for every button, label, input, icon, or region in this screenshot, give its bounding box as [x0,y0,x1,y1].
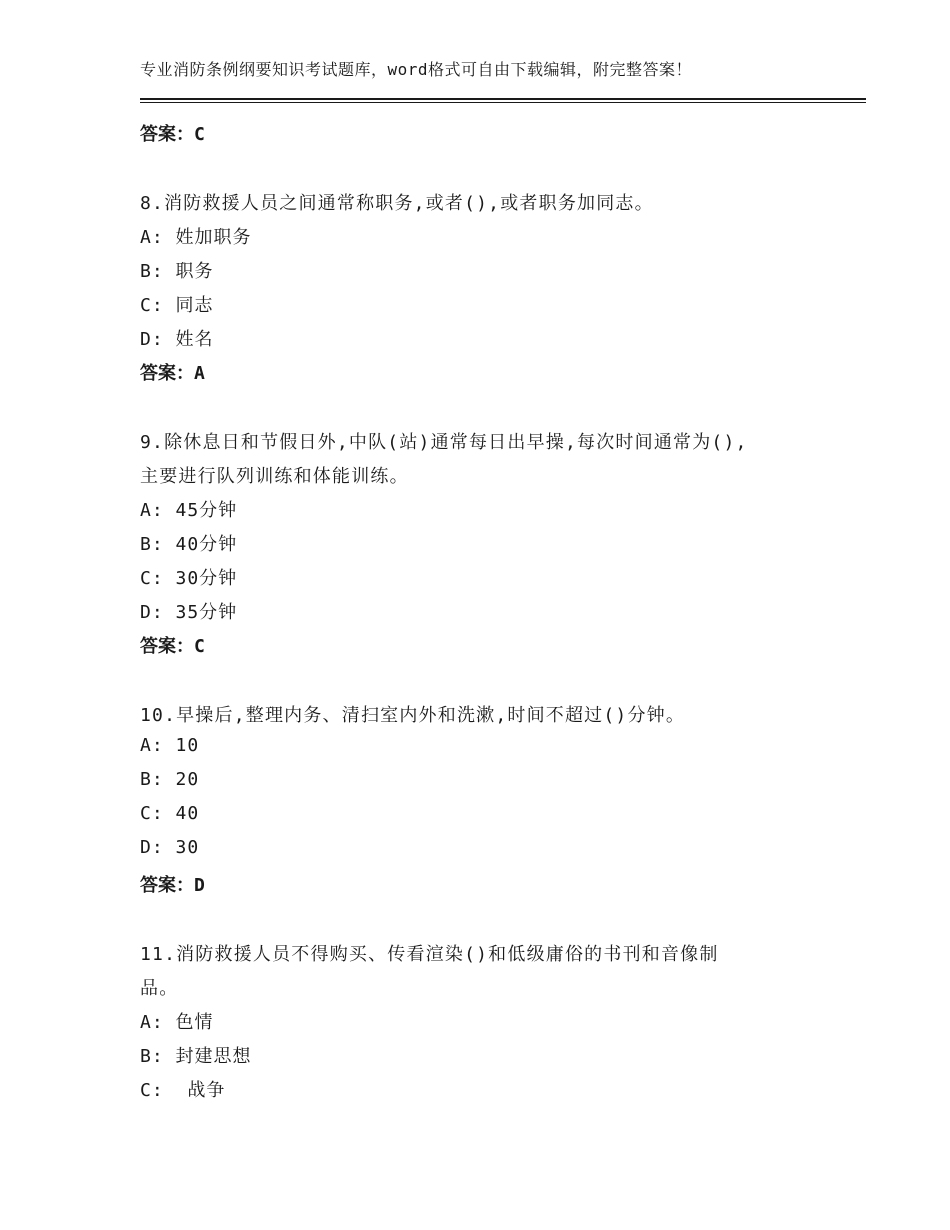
option-c: C: 30分钟 [140,568,238,589]
option-b: B: 职务 [140,261,214,282]
question-text: 11.消防救援人员不得购买、传看渲染()和低级庸俗的书刊和音像制 [140,944,719,965]
option-d: D: 姓名 [140,329,214,350]
page-header: 专业消防条例纲要知识考试题库，word格式可自由下载编辑，附完整答案！ [140,60,693,79]
option-a: A: 45分钟 [140,500,238,521]
option-a: A: 姓加职务 [140,227,252,248]
option-d: D: 30 [140,837,200,858]
option-d: D: 35分钟 [140,602,238,623]
option-c: C: 同志 [140,295,214,316]
header-rule-thick [140,98,866,100]
option-b: B: 20 [140,769,200,790]
question-text-cont: 主要进行队列训练和体能训练。 [140,466,409,487]
question-text: 9.除休息日和节假日外,中队(站)通常每日出早操,每次时间通常为(), [140,432,748,453]
answer: 答案：C [140,636,205,657]
option-b: B: 封建思想 [140,1046,252,1067]
answer: 答案：A [140,363,205,384]
question-text: 10.早操后,整理内务、清扫室内外和洗漱,时间不超过()分钟。 [140,705,686,726]
option-c: C: 40 [140,803,200,824]
option-b: B: 40分钟 [140,534,238,555]
option-c: C: 战争 [140,1080,226,1101]
question-text-cont: 品。 [140,978,179,999]
prev-answer: 答案：C [140,124,205,145]
option-a: A: 色情 [140,1012,214,1033]
option-a: A: 10 [140,735,200,756]
question-text: 8.消防救援人员之间通常称职务,或者(),或者职务加同志。 [140,193,654,214]
header-rule-thin [140,102,866,103]
answer: 答案：D [140,875,205,896]
